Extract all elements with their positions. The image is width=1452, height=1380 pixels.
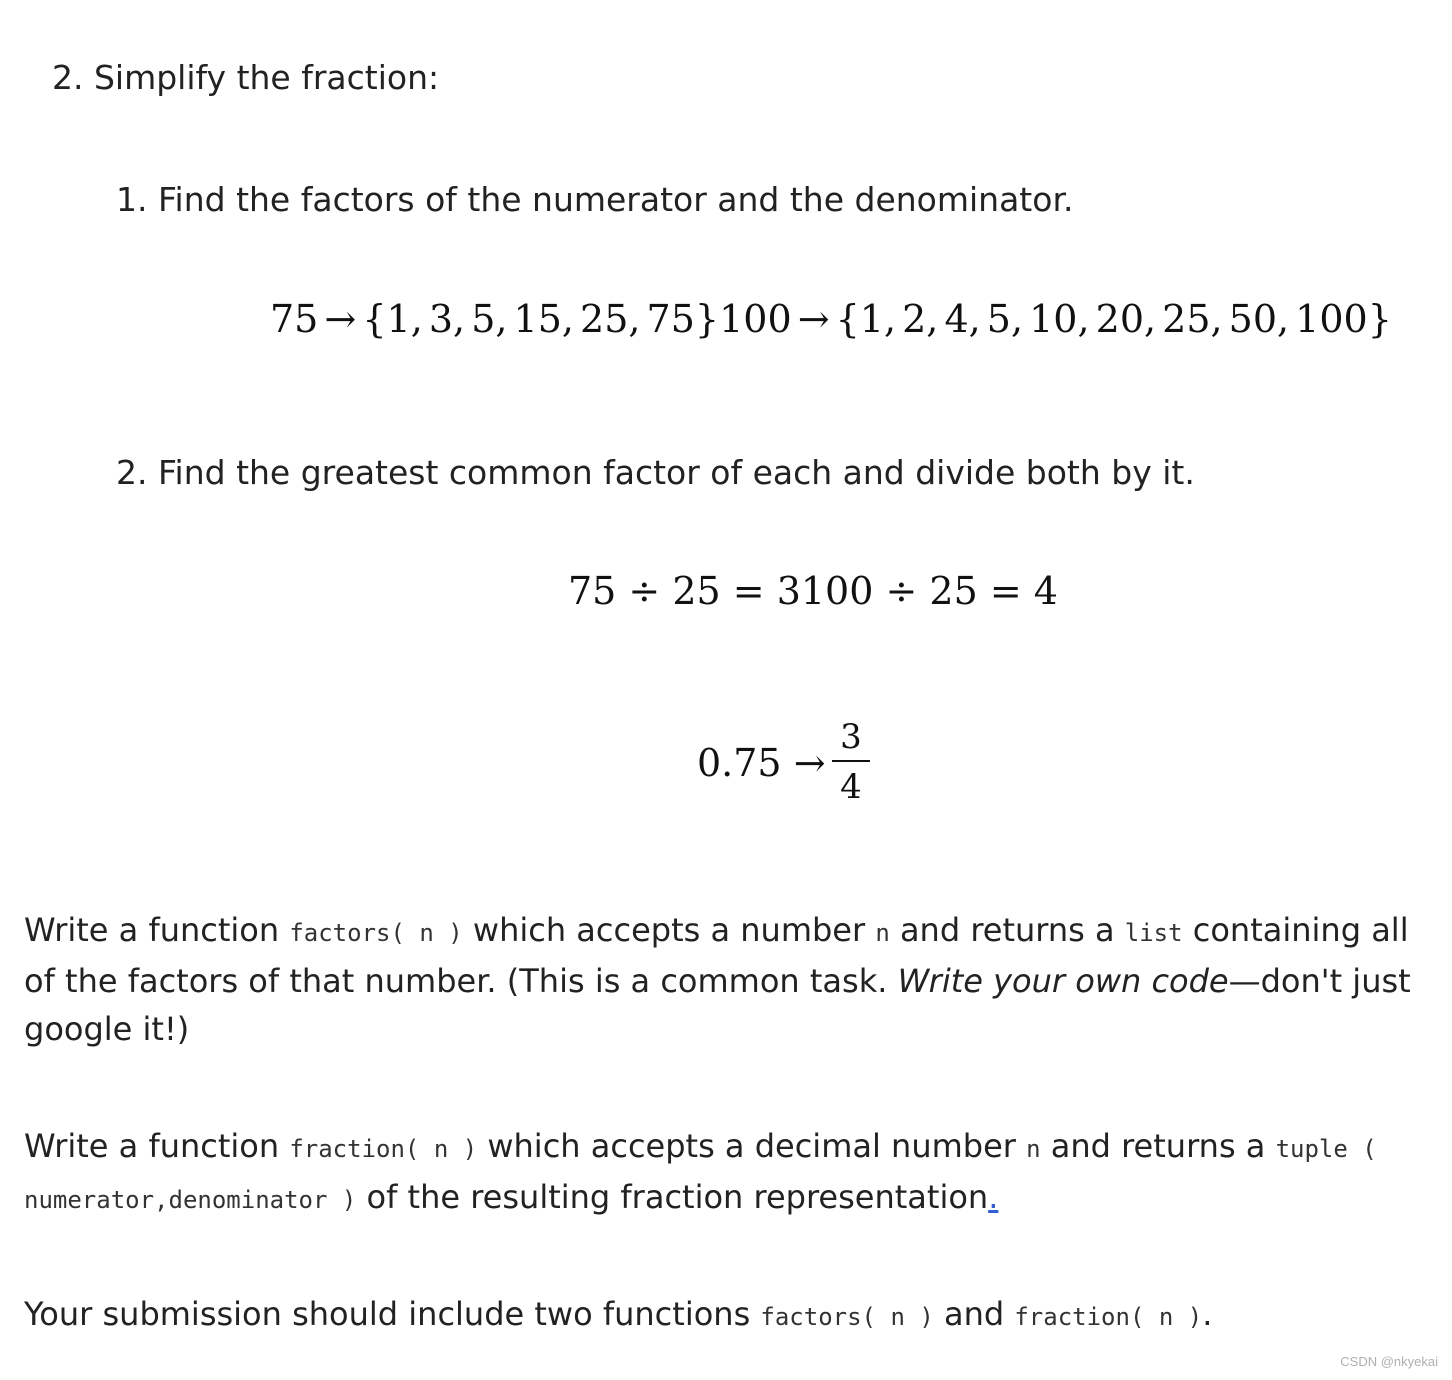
factors-paragraph xyxy=(24,906,1424,1053)
decimal-to-fraction-lhs: 0.75 → xyxy=(697,741,826,785)
code-factors: factors( n ) xyxy=(760,1303,934,1331)
text: and xyxy=(933,1295,1015,1333)
text: —don't just google it!) xyxy=(24,962,1411,1048)
text: which accepts a decimal number xyxy=(477,1127,1027,1165)
fraction-denominator: 4 xyxy=(840,767,862,807)
fraction-bar xyxy=(832,760,870,762)
fraction-numerator: 3 xyxy=(840,717,862,757)
watermark: CSDN @nkyekai xyxy=(1340,1354,1438,1369)
fraction-paragraph xyxy=(24,1122,1424,1224)
code-factors: factors( n ) xyxy=(289,919,463,947)
substep-2-label: 2. Find the greatest common factor of each and divide both by it. xyxy=(116,453,1195,492)
period-link[interactable]: . xyxy=(988,1178,999,1216)
text: Write a function xyxy=(24,1127,290,1165)
text: . xyxy=(1202,1295,1213,1333)
emphasis: Write your own code xyxy=(897,962,1229,1000)
code-fraction: fraction( n ) xyxy=(289,1135,478,1163)
text: which accepts a number xyxy=(462,911,876,949)
code-fraction: fraction( n ) xyxy=(1014,1303,1203,1331)
text: and returns a xyxy=(1040,1127,1276,1165)
text: and returns a xyxy=(889,911,1125,949)
code-n: n xyxy=(1026,1135,1041,1163)
factors-equation: 75 → {1, 3, 5, 15, 25, 75}100 → {1, 2, 4, 5, 10, 20, 25, 50, 100} xyxy=(270,297,1392,341)
text: containing all of the factors of that number. (This is a common task. xyxy=(24,911,1409,1000)
text: of the resulting fraction representation xyxy=(356,1178,989,1216)
text: Write a function xyxy=(24,911,290,949)
submission-paragraph xyxy=(24,1290,1424,1341)
code-tuple: tuple ( numerator,denominator ) xyxy=(24,1135,1377,1214)
text: Your submission should include two functions xyxy=(24,1295,761,1333)
code-list: list xyxy=(1124,919,1183,947)
result-fraction xyxy=(832,716,870,808)
code-n: n xyxy=(875,919,890,947)
gcf-equation: 75 ÷ 25 = 3100 ÷ 25 = 4 xyxy=(568,569,1058,613)
substep-1-label: 1. Find the factors of the numerator and the denominator. xyxy=(116,180,1074,219)
step-2-label: 2. Simplify the fraction: xyxy=(52,58,440,97)
